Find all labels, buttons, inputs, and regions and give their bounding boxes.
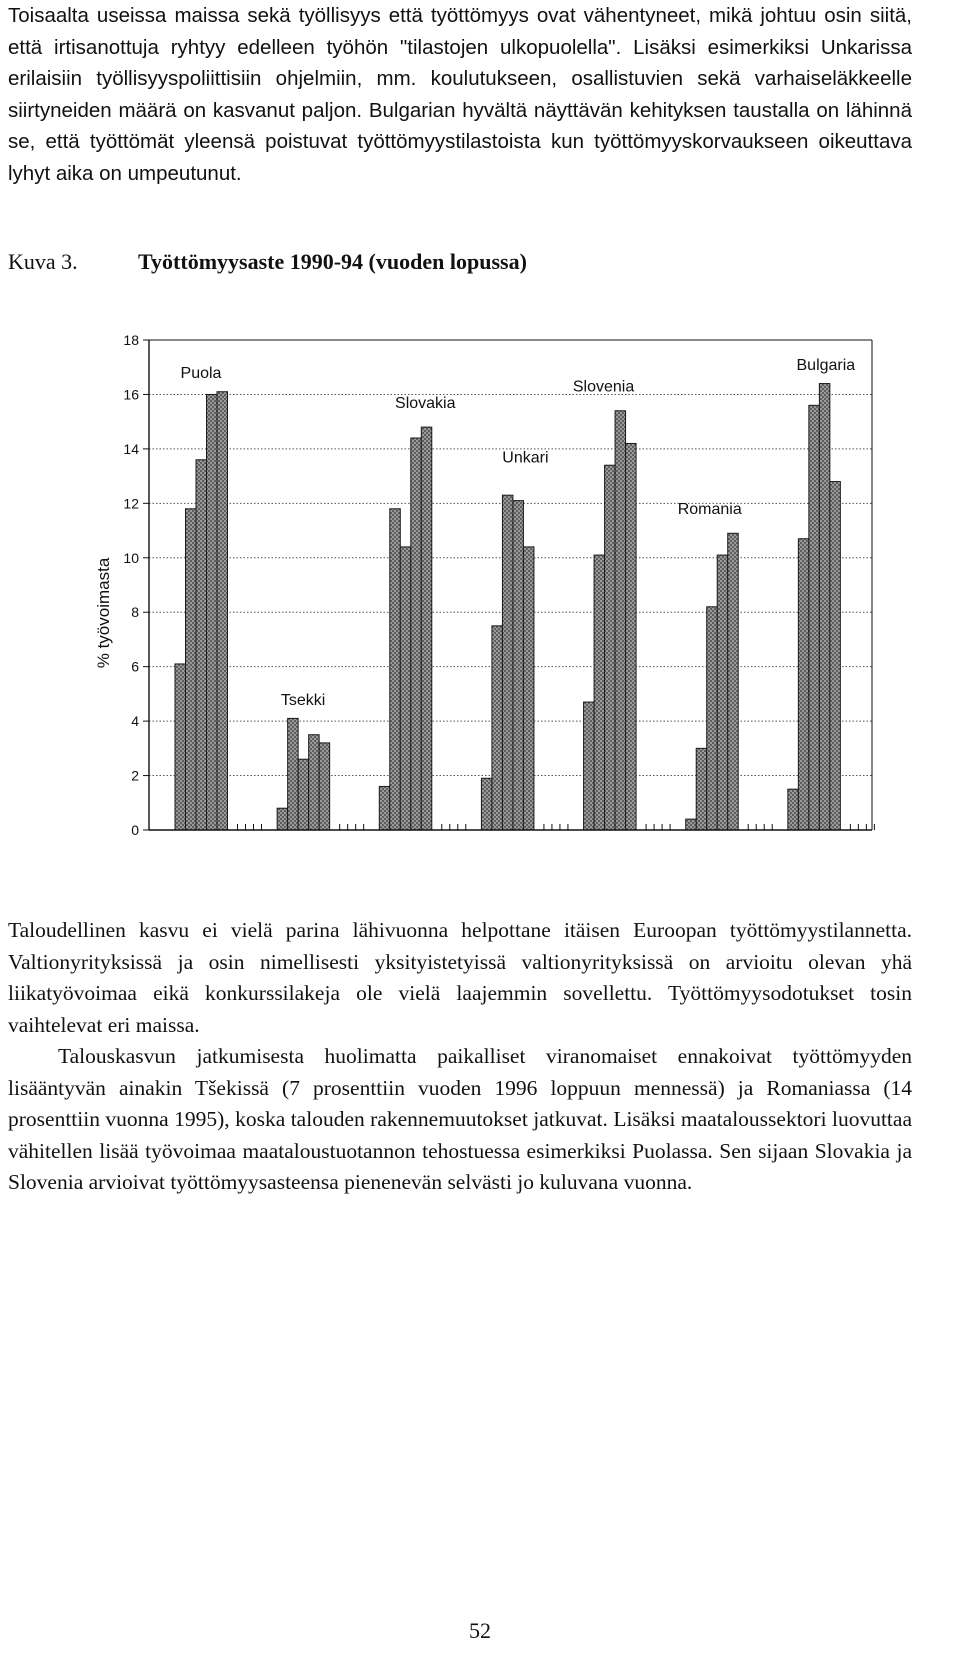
country-label: Tsekki — [280, 691, 326, 709]
y-tick-label: 14 — [123, 440, 139, 457]
country-label: Slovakia — [395, 395, 456, 413]
bar — [686, 819, 697, 830]
bar — [728, 533, 739, 830]
bar — [788, 789, 799, 830]
y-tick-label: 2 — [131, 767, 139, 784]
bar — [175, 664, 186, 830]
bar — [523, 547, 534, 830]
figure-caption — [8, 246, 912, 278]
bar — [584, 702, 595, 830]
y-tick-label: 16 — [123, 386, 139, 403]
bar — [502, 495, 513, 830]
body-paragraph-2: Talouskasvun jatkumisesta huolimatta paikalliset viranomaiset ennakoivat työttömyyden lisääntyvän ainakin Tšekissä (7 prosenttiin vuoden 1996 loppuun mennessä) ja Romaniassa (14 prosenttiin vuonna 1995), koska talouden rakennemuutokset jatkuvat. Lisäksi maataloussektori luovuttaa vähitellen lisää työvoimaa maataloustuotannon tehostuessa esimerkiksi Puolassa. Sen sijaan Slovakia ja Slovenia arvioivat työttömyysasteensa pienenevän selvästi jo kuluvana vuonna. — [8, 1044, 912, 1195]
y-tick-label: 18 — [123, 332, 139, 348]
y-tick-label: 8 — [131, 604, 139, 621]
bar — [400, 547, 411, 830]
figure-number: Kuva 3. — [8, 249, 78, 274]
bar — [819, 384, 830, 830]
y-tick-label: 0 — [131, 822, 139, 838]
bar — [390, 509, 401, 830]
country-label: Slovenia — [572, 378, 635, 396]
chart-container — [80, 322, 940, 882]
page-number: 52 — [469, 1618, 491, 1643]
y-tick-label: 6 — [131, 658, 139, 675]
bar — [411, 438, 422, 830]
body-paragraph-1: Taloudellinen kasvu ei vielä parina lähivuonna helpottane itäisen Euroopan työttömyystilannetta. Valtionyrityksissä ja osin nimellisesti yksityistetyissä valtionyrityksissä on arvioitu olevan yhä liikatyövoimaa eikä konkurssilakeja ole vielä laajemmin sovellettu. Työttömyysodotukset tosin vaihtelevat eri maissa. — [8, 918, 912, 1037]
figure-title: Työttömyysaste 1990-94 (vuoden lopussa) — [138, 249, 527, 274]
bar — [594, 555, 605, 830]
bar — [196, 460, 207, 830]
bar — [707, 607, 718, 830]
bar — [717, 555, 728, 830]
bar — [421, 427, 432, 830]
bar — [288, 718, 299, 830]
y-axis-label: % työvoimasta — [94, 557, 113, 669]
bar — [379, 786, 390, 830]
y-tick-label: 10 — [123, 549, 139, 566]
country-label: Unkari — [502, 449, 549, 467]
country-label: Puola — [180, 365, 222, 383]
bar — [798, 539, 809, 830]
bar — [319, 743, 330, 830]
y-tick-label: 4 — [131, 713, 139, 730]
unemployment-bar-chart — [80, 322, 940, 882]
bar — [809, 405, 820, 830]
bar — [207, 394, 218, 830]
bar — [492, 626, 503, 830]
bar — [513, 501, 524, 830]
bar — [277, 808, 288, 830]
bar — [481, 778, 492, 830]
bar — [626, 443, 637, 830]
intro-paragraph: Toisaalta useissa maissa sekä työllisyys että työttömyys ovat vähentyneet, mikä johtuu osin siitä, että irtisanottuja ryhtyy edelleen työhön "tilastojen ulkopuolella". Lisäksi esimerkiksi Unkarissa erilaisiin työllisyyspoliittisiin ohjelmiin, mm. koulutukseen, osallistuvien sekä varhaiseläkkeelle siirtyneiden määrä on kasvanut paljon. Bulgarian hyvältä näyttävän kehityksen taustalla on lähinnä se, että työttömät yleensä poistuvat työttömyystilastoista kun työttömyyskorvaukseen oikeuttava lyhyt aika on umpeutunut. — [8, 4, 912, 185]
country-label: Romania — [677, 501, 742, 519]
bar — [696, 748, 707, 830]
country-label: Bulgaria — [796, 356, 856, 374]
bar — [309, 735, 320, 830]
bar — [186, 509, 197, 830]
bar — [830, 482, 841, 830]
bar — [298, 759, 309, 830]
bar — [615, 411, 626, 830]
bar — [217, 392, 228, 830]
y-tick-label: 12 — [123, 495, 139, 512]
bar — [605, 465, 616, 830]
